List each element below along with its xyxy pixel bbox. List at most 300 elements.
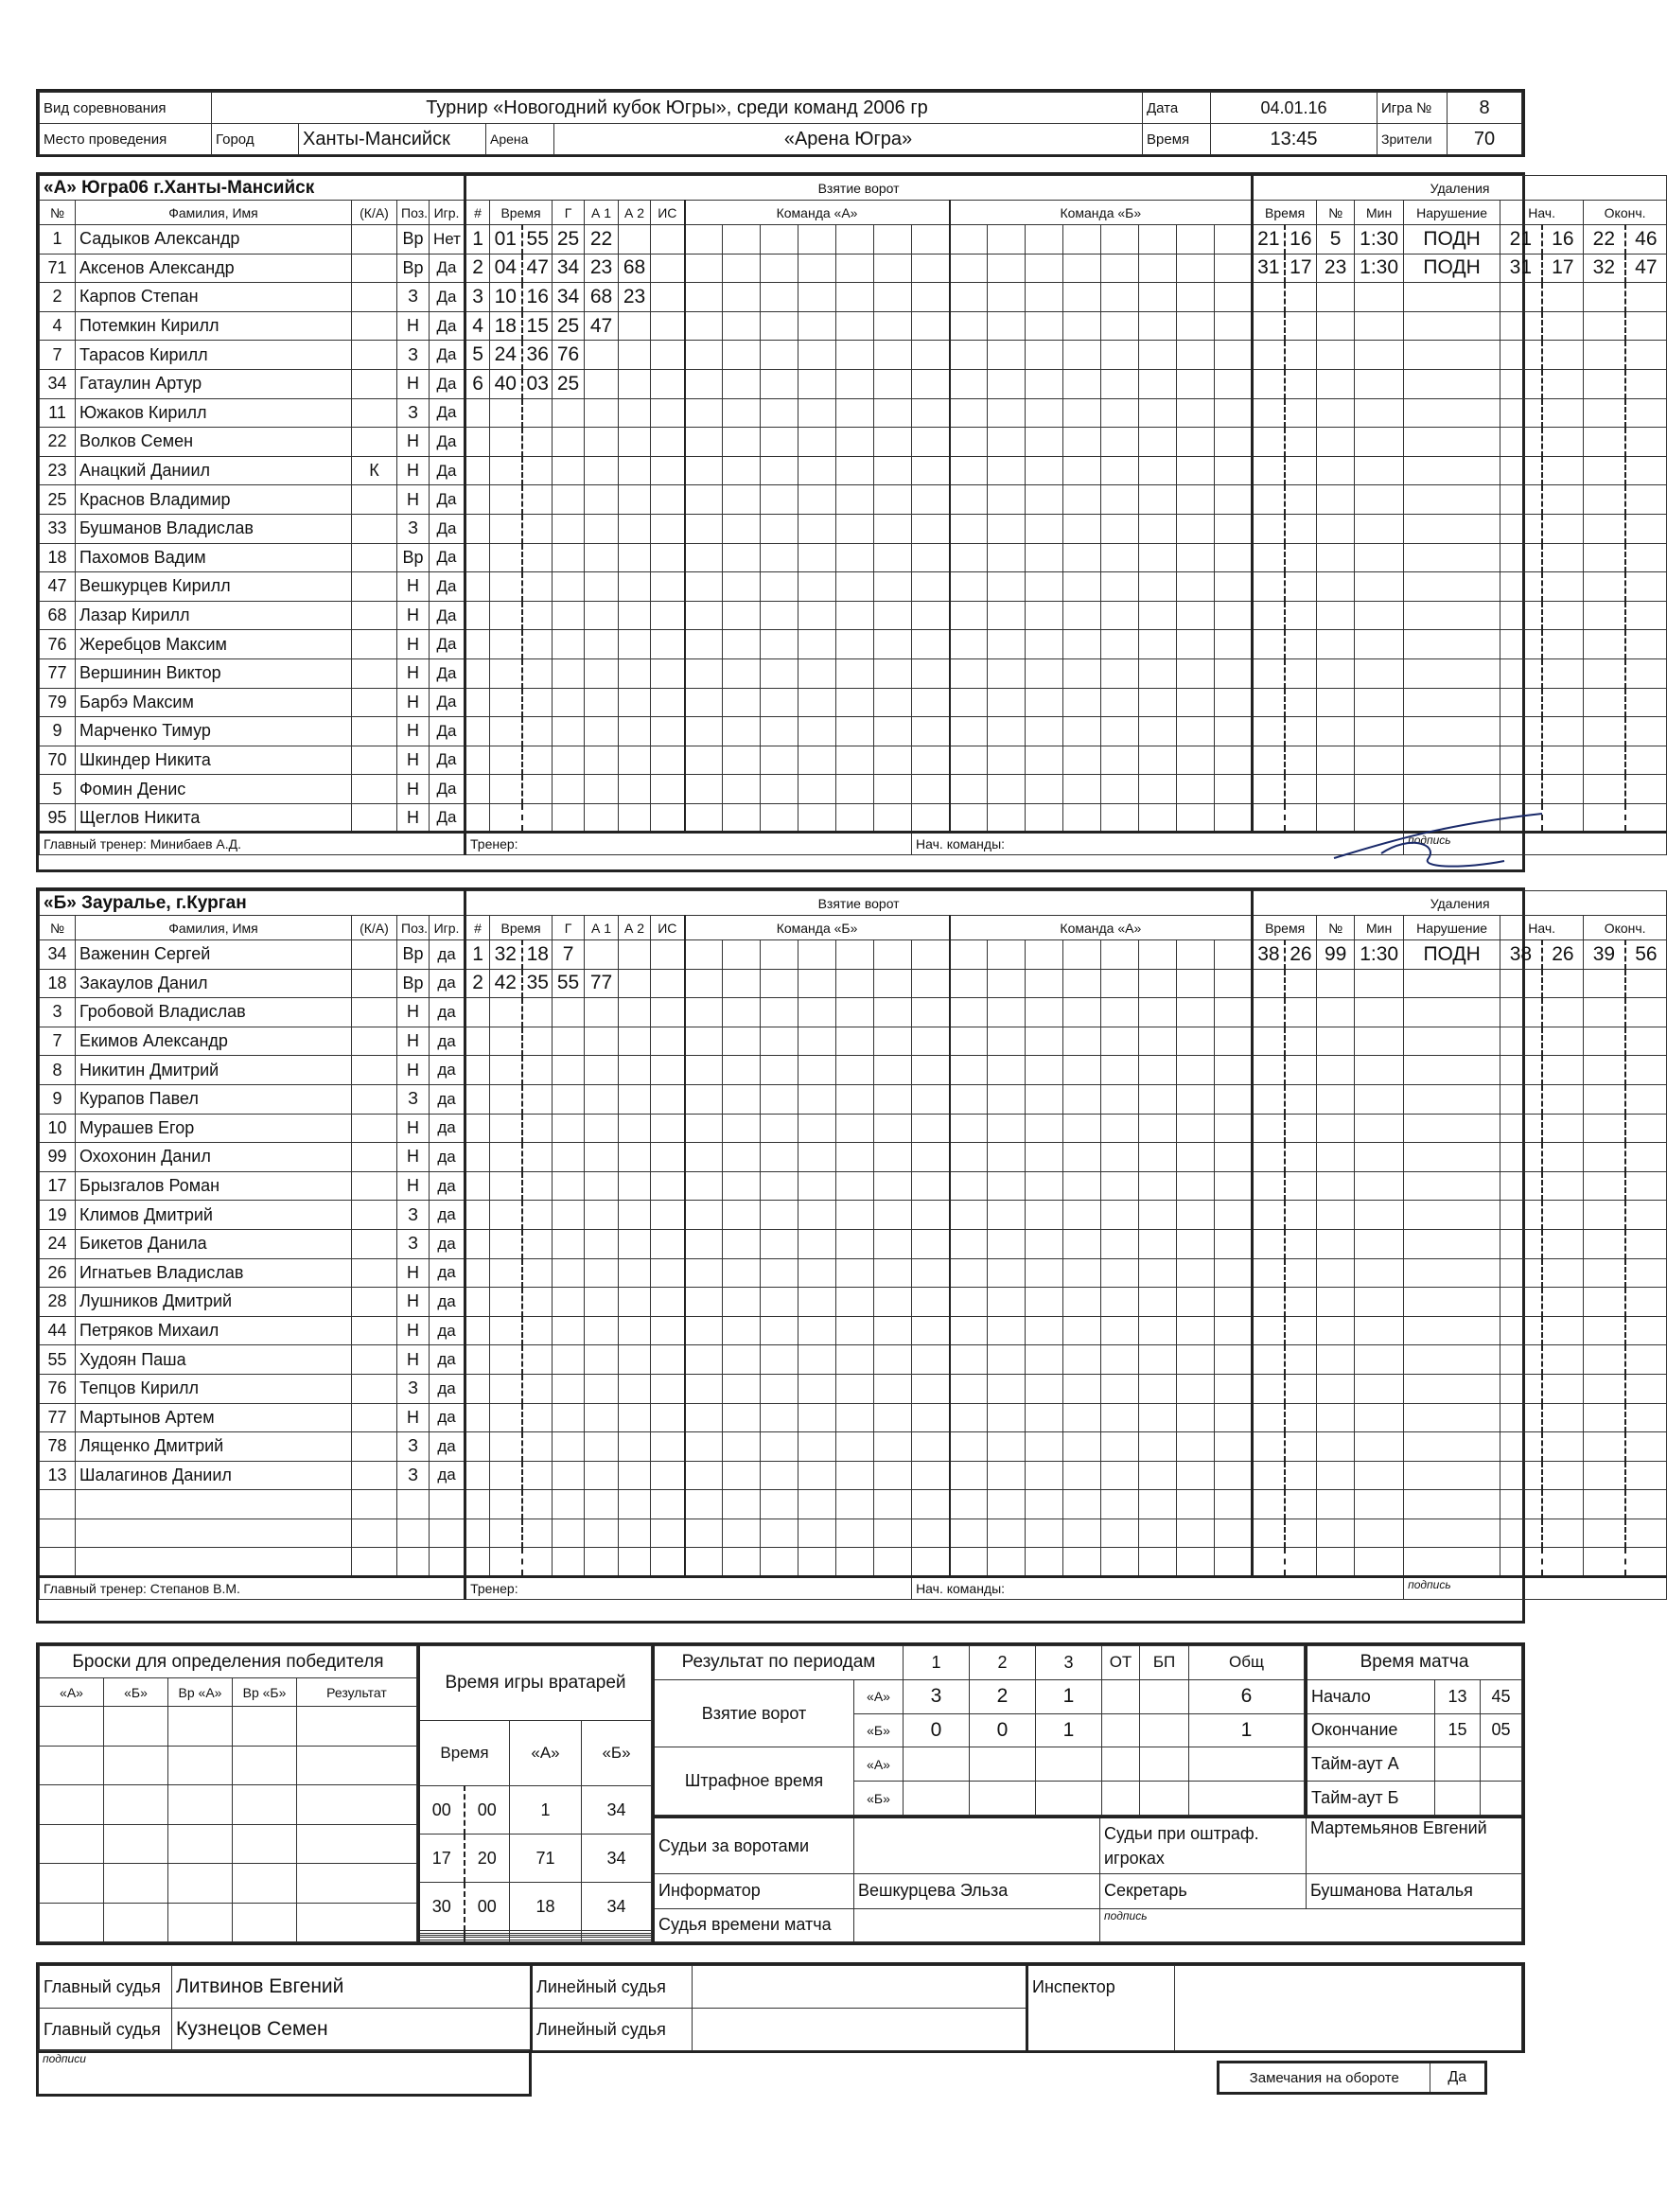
onice-cell [723,1027,761,1056]
goal-situation [651,969,685,998]
pen-minute [1253,514,1285,543]
onice-cell [1139,969,1177,998]
player-name: Лященко Дмитрий [76,1432,352,1462]
goal-assist-1 [585,746,619,775]
pen-end-sec [1625,1490,1667,1519]
pen-end-min [1584,688,1625,717]
col-played: Игр. [430,201,465,225]
goal-index [465,601,490,630]
player-captain [352,940,397,970]
player-position: Н [397,998,430,1027]
onice-cell [1101,969,1139,998]
goal-assist-2 [619,630,651,659]
pen-second [1285,398,1317,428]
onice-cell [1026,803,1063,833]
onice-cell [1215,341,1253,370]
pen-player [1317,1171,1355,1201]
goalie-change-minute: 30 [419,1883,465,1931]
onice-cell [1101,1201,1139,1230]
player-number [40,1548,76,1577]
onice-cell [685,630,723,659]
onice-cell [798,1201,836,1230]
goal-scorer [553,1258,585,1288]
team-chief-label: Нач. команды: [912,1577,1404,1600]
onice-cell [1215,1519,1253,1548]
onice-cell [1139,341,1177,370]
goal-index: 3 [465,283,490,312]
pen-minutes [1355,1490,1404,1519]
onice-cell [950,1084,988,1114]
player-captain [352,1374,397,1403]
onice-cell [761,572,798,602]
pen-infraction [1404,428,1500,457]
pen-start-sec [1542,1201,1584,1230]
shootout-col: Вр «А» [168,1678,233,1707]
onice-cell [1101,1027,1139,1056]
pen-player: 99 [1317,940,1355,970]
goal-situation [651,998,685,1027]
onice-cell [1139,514,1177,543]
onice-cell [685,1143,723,1172]
onice-cell [1026,456,1063,485]
pen-minute [1253,1171,1285,1201]
onice-cell [685,254,723,283]
end-label: Окончание [1307,1713,1435,1747]
onice-cell [1177,514,1215,543]
main-referee-1-label: Главный судья [40,1966,172,2009]
onice-cell [1139,1288,1177,1317]
col-name: Фамилия, Имя [76,201,352,225]
onice-cell [1139,1345,1177,1375]
goal-second [522,485,553,515]
pen-minute [1253,1229,1285,1258]
onice-cell [761,1288,798,1317]
pen-start-min [1500,1548,1542,1577]
pen-start-min [1500,717,1542,746]
goal-minute [490,803,522,833]
onice-cell [1215,601,1253,630]
pen-end-min [1584,1490,1625,1519]
onice-cell [761,775,798,804]
onice-cell [723,775,761,804]
pen-end-min [1584,1461,1625,1490]
goal-second [522,1374,553,1403]
pen-minute [1253,775,1285,804]
goal-scorer [553,1084,585,1114]
player-number: 34 [40,940,76,970]
period-col-ot: ОТ [1102,1646,1140,1680]
pen-end-min [1584,428,1625,457]
onice-cell [1101,369,1139,398]
onice-cell [874,456,912,485]
onice-cell [685,998,723,1027]
onice-cell [1063,940,1101,970]
officials-signature-label: подпись [1100,1908,1522,1941]
player-name: Щеглов Никита [76,803,352,833]
goal-assist-1 [585,428,619,457]
penalties-section-title: Удаления [1253,891,1667,916]
pen-end-sec [1625,341,1667,370]
player-name: Лазар Кирилл [76,601,352,630]
player-number: 71 [40,254,76,283]
goal-assist-1 [585,688,619,717]
onice-cell [988,1114,1026,1143]
signature-label: подпись [1404,833,1667,855]
goal-assist-2 [619,1084,651,1114]
onice-cell [723,1316,761,1345]
player-number: 4 [40,311,76,341]
game-number-value: 8 [1448,93,1522,124]
goal-minute [490,630,522,659]
onice-cell [1215,1461,1253,1490]
onice-cell [1177,1258,1215,1288]
pen-end-min [1584,283,1625,312]
onice-cell [1063,283,1101,312]
onice-cell [874,658,912,688]
onice-cell [761,514,798,543]
onice-cell [874,1229,912,1258]
pen-end-min [1584,572,1625,602]
player-number: 5 [40,775,76,804]
goal-index [465,428,490,457]
pen-start-min [1500,1027,1542,1056]
onice-cell [836,1490,874,1519]
goal-second [522,1519,553,1548]
pen-end-min [1584,369,1625,398]
pen-start-sec [1542,969,1584,998]
onice-cell [685,1374,723,1403]
player-captain [352,543,397,572]
onice-cell [1026,1548,1063,1577]
player-played: да [430,1229,465,1258]
goal-minute [490,717,522,746]
pen-start-min [1500,630,1542,659]
player-position: Н [397,688,430,717]
pen-second [1285,514,1317,543]
pen-end-min [1584,1403,1625,1432]
onice-cell [912,1345,950,1375]
signatures-label: подписи [43,2052,86,2065]
onice-cell [836,1432,874,1462]
pen-player [1317,658,1355,688]
player-position: Вр [397,969,430,998]
onice-cell [1215,369,1253,398]
onice-cell [1215,485,1253,515]
match-time-table [1305,1645,1522,1816]
pen-end-min [1584,601,1625,630]
onice-cell [836,630,874,659]
goal-minute [490,1490,522,1519]
onice-cell [1101,658,1139,688]
goal-second [522,688,553,717]
onice-cell [685,1519,723,1548]
onice-cell [1177,456,1215,485]
pen-minute [1253,601,1285,630]
player-played: да [430,1374,465,1403]
onice-cell [723,514,761,543]
date-value: 04.01.16 [1211,93,1377,124]
onice-cell [988,485,1026,515]
pen-end-min [1584,398,1625,428]
player-position: З [397,341,430,370]
onice-cell [723,1201,761,1230]
pen-infraction [1404,1288,1500,1317]
player-name: Карпов Степан [76,283,352,312]
onice-cell [798,1288,836,1317]
player-played: Да [430,688,465,717]
onice-cell [1101,940,1139,970]
pen-start-sec [1542,1114,1584,1143]
onice-cell [723,1519,761,1548]
pen-minutes [1355,1316,1404,1345]
goalie-team-a: 18 [510,1883,582,1931]
pen-player [1317,1288,1355,1317]
pen-start-sec [1542,1519,1584,1548]
pen-minutes [1355,630,1404,659]
onice-cell [836,311,874,341]
pen-player [1317,998,1355,1027]
player-position: Н [397,311,430,341]
pen-player [1317,1548,1355,1577]
onice-cell [874,1171,912,1201]
goal-situation [651,1084,685,1114]
goal-minute [490,1519,522,1548]
onice-cell [685,369,723,398]
onice-cell [798,1143,836,1172]
player-number: 77 [40,658,76,688]
onice-cell [1063,572,1101,602]
onice-cell [1177,1114,1215,1143]
pen-end-min: 39 [1584,940,1625,970]
pen-end-min [1584,1027,1625,1056]
goal-second [522,1432,553,1462]
goal-scorer [553,485,585,515]
pen-start-sec: 17 [1542,254,1584,283]
onice-cell [761,1229,798,1258]
onice-cell [723,1114,761,1143]
onice-cell [836,1374,874,1403]
goal-assist-2 [619,1171,651,1201]
pen-end-sec [1625,998,1667,1027]
onice-cell [685,1171,723,1201]
onice-cell [761,341,798,370]
pen-second [1285,1288,1317,1317]
onice-cell [723,283,761,312]
pen-end-min [1584,311,1625,341]
goal-assist-2 [619,311,651,341]
onice-cell [836,717,874,746]
goal-index [465,1229,490,1258]
player-position: З [397,1201,430,1230]
pen-start-min [1500,1403,1542,1432]
pen-minutes [1355,1432,1404,1462]
goal-assist-1 [585,543,619,572]
onice-cell [685,717,723,746]
pen-minutes [1355,717,1404,746]
player-played: да [430,1143,465,1172]
competition-label: Вид соревнования [40,93,212,124]
onice-cell [912,803,950,833]
col-assist-2: А 2 [619,201,651,225]
goals-section-title: Взятие ворот [465,176,1253,201]
arena-label: Арена [486,124,554,155]
goalie-team-b: 34 [582,1786,652,1835]
pen-second [1285,1171,1317,1201]
onice-cell [950,1345,988,1375]
onice-cell [1026,514,1063,543]
onice-cell [1177,630,1215,659]
onice-cell [685,658,723,688]
pen-end-min [1584,969,1625,998]
onice-cell [1063,1316,1101,1345]
remarks-label: Замечания на обороте [1220,2063,1430,2092]
onice-cell [950,311,988,341]
player-number: 28 [40,1288,76,1317]
pen-minute [1253,1461,1285,1490]
pen-second [1285,969,1317,998]
goal-assist-1 [585,485,619,515]
onice-cell [836,1461,874,1490]
player-played: Да [430,254,465,283]
onice-cell [1063,1143,1101,1172]
goal-scorer: 25 [553,369,585,398]
informer-label: Информатор [654,1873,854,1908]
onice-cell [1026,717,1063,746]
player-played: Нет [430,225,465,255]
onice-cell [950,1027,988,1056]
goal-second: 18 [522,940,553,970]
pen-minutes [1355,1143,1404,1172]
player-number: 24 [40,1229,76,1258]
goal-index [465,1288,490,1317]
onice-cell [723,658,761,688]
pen-end-sec [1625,514,1667,543]
onice-cell [1063,341,1101,370]
pen-infraction [1404,1519,1500,1548]
goal-situation [651,803,685,833]
onice-cell [1177,1519,1215,1548]
pen-start-min [1500,1258,1542,1288]
pen-start-sec [1542,1345,1584,1375]
goalie-team-a: 71 [510,1835,582,1883]
onice-cell [1139,1171,1177,1201]
onice-cell [950,1056,988,1085]
goal-assist-1 [585,1201,619,1230]
goal-situation [651,746,685,775]
goal-second [522,456,553,485]
player-played: да [430,1432,465,1462]
onice-cell [1177,1548,1215,1577]
player-number: 79 [40,688,76,717]
goal-index [465,1374,490,1403]
onice-cell [874,1403,912,1432]
pim-row-label: Штрафное время [654,1747,854,1816]
onice-cell [685,456,723,485]
onice-cell [874,225,912,255]
goal-scorer [553,1548,585,1577]
goal-minute [490,1171,522,1201]
onice-cell [874,746,912,775]
onice-cell [950,1374,988,1403]
player-name: Мурашев Егор [76,1114,352,1143]
goal-situation [651,1229,685,1258]
player-name: Тепцов Кирилл [76,1374,352,1403]
onice-cell [761,1374,798,1403]
goal-scorer [553,601,585,630]
onice-cell [950,775,988,804]
onice-cell [874,998,912,1027]
pen-start-min [1500,601,1542,630]
pen-minutes [1355,514,1404,543]
col-pen-time: Время [1253,916,1317,940]
team-a-tag: «А» [854,1747,904,1782]
pen-minute [1253,1490,1285,1519]
onice-cell [912,1056,950,1085]
onice-cell [912,1258,950,1288]
spectators-value: 70 [1448,124,1522,155]
onice-cell [988,514,1026,543]
pen-end-sec [1625,1143,1667,1172]
onice-cell [685,485,723,515]
pen-start-sec [1542,1490,1584,1519]
pen-infraction [1404,311,1500,341]
goal-assist-2 [619,940,651,970]
onice-cell [798,1548,836,1577]
onice-cell [950,1490,988,1519]
onice-cell [1215,1056,1253,1085]
pen-minute [1253,1403,1285,1432]
player-position: Н [397,1345,430,1375]
onice-cell [761,428,798,457]
pen-minutes [1355,456,1404,485]
pen-infraction [1404,514,1500,543]
pen-minute [1253,283,1285,312]
goal-index [465,1258,490,1288]
team-title: «А» Югра06 г.Ханты-Мансийск [40,176,465,201]
player-played: Да [430,341,465,370]
goal-assist-1 [585,998,619,1027]
onice-cell [988,1229,1026,1258]
onice-cell [1215,543,1253,572]
onice-cell [1215,1374,1253,1403]
goal-second [522,1201,553,1230]
player-name [76,1490,352,1519]
pen-infraction [1404,1345,1500,1375]
onice-cell [874,803,912,833]
goal-scorer [553,1027,585,1056]
onice-cell [1177,1027,1215,1056]
end-hour: 15 [1435,1713,1481,1747]
onice-cell [685,1288,723,1317]
pen-infraction [1404,1403,1500,1432]
onice-cell [912,630,950,659]
col-team-onice-1: Команда «А» [685,201,950,225]
goal-minute [490,485,522,515]
pen-player [1317,514,1355,543]
pen-start-min [1500,1056,1542,1085]
player-number: 7 [40,1027,76,1056]
player-number: 78 [40,1432,76,1462]
goal-minute [490,1084,522,1114]
onice-cell [798,1461,836,1490]
goal-situation [651,1403,685,1432]
arena-value: «Арена Югра» [554,124,1143,155]
goal-second [522,601,553,630]
onice-cell [761,717,798,746]
pen-infraction [1404,1027,1500,1056]
onice-cell [1101,1490,1139,1519]
onice-cell [950,1519,988,1548]
